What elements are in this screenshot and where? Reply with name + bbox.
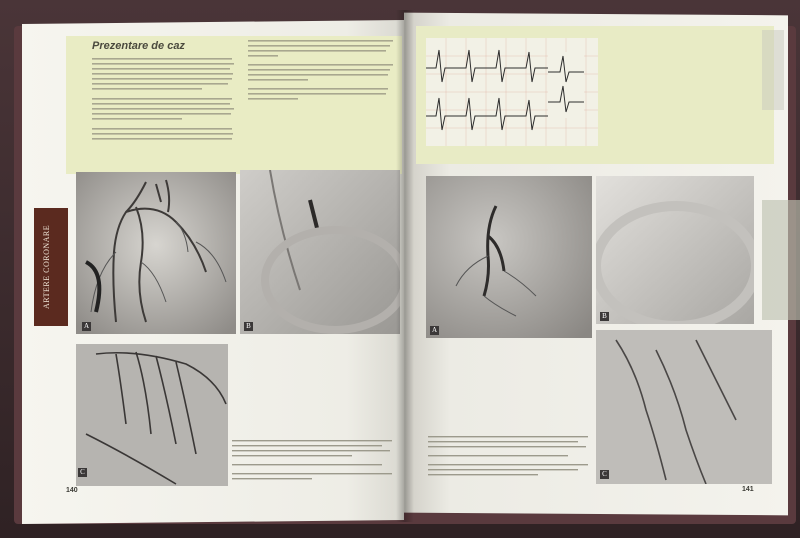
angiogram-panel-c-right <box>596 330 772 484</box>
panel-label-c-left: C <box>78 468 87 477</box>
panel-label-a-left: A <box>83 322 90 330</box>
tape-strip-right <box>762 200 800 320</box>
angiogram-panel-a-left <box>76 172 236 334</box>
panel-label-c-right: C <box>600 470 609 479</box>
angiogram-panel-b-right <box>596 176 754 324</box>
tape-strip-top <box>762 30 784 110</box>
panel-label-a-right: A <box>431 326 438 334</box>
section-tab-label: ARTERE CORONARE <box>42 224 51 310</box>
left-column-text-lines <box>92 58 242 168</box>
page-number-left: 140 <box>66 487 78 494</box>
ecg-trace-lead <box>548 52 584 118</box>
panel-label-b-left: B <box>244 322 253 331</box>
right-caption-lines <box>428 436 594 492</box>
angiogram-panel-c-left <box>76 344 228 486</box>
left-caption-lines <box>232 440 402 496</box>
page-number-right: 141 <box>742 486 754 493</box>
right-column-text-lines <box>248 40 398 120</box>
case-heading: Prezentare de caz <box>92 40 185 52</box>
angiogram-panel-a-right <box>426 176 592 338</box>
panel-label-b-right: B <box>600 312 609 321</box>
angiogram-panel-b-left <box>240 170 400 334</box>
book-gutter <box>396 10 414 522</box>
